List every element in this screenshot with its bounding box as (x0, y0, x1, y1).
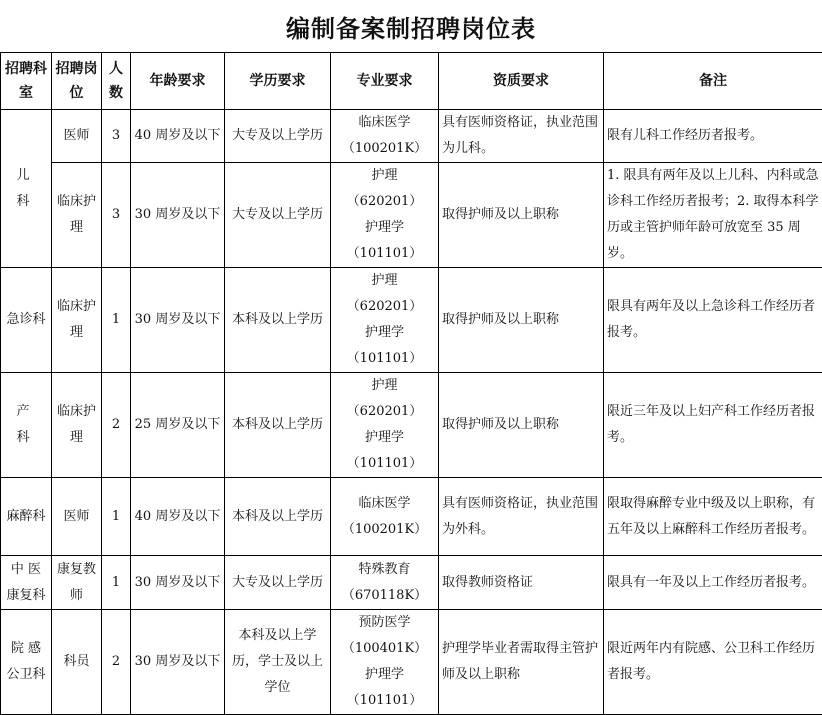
table-row (1, 478, 822, 556)
qualification-cell: 取得护师及以上职称 (439, 268, 604, 373)
major-cell (331, 268, 439, 373)
qualification-cell: 取得护师及以上职称 (439, 163, 604, 268)
major-line: （101101） (333, 346, 436, 372)
table-row (1, 110, 822, 163)
notes-cell: 限近三年及以上妇产科工作经历者报考。 (604, 373, 822, 478)
age-cell: 30 周岁及以下 (131, 163, 225, 268)
dept-cell: 产 科 (1, 373, 52, 478)
position-cell: 临床护理 (52, 373, 102, 478)
major-cell (331, 373, 439, 478)
position-cell: 医师 (52, 110, 102, 163)
major-line: 护理 (333, 373, 436, 399)
age-cell: 25 周岁及以下 (131, 373, 225, 478)
notes-cell: 限具有一年及以上工作经历者报考。 (604, 556, 822, 610)
major-line: （101101） (333, 241, 436, 267)
page-title: 编制备案制招聘岗位表 (0, 0, 822, 52)
major-line: 临床医学 (333, 110, 436, 136)
position-cell: 科员 (52, 610, 102, 715)
age-cell: 40 周岁及以下 (131, 478, 225, 556)
major-line: （100201K） (333, 136, 436, 162)
notes-cell: 限近两年内有院感、公卫科工作经历者报考。 (604, 610, 822, 715)
dept-cell: 院 感 公卫科 (1, 610, 52, 715)
age-cell: 30 周岁及以下 (131, 268, 225, 373)
age-cell: 30 周岁及以下 (131, 610, 225, 715)
count-cell: 1 (102, 478, 131, 556)
header-major: 专业要求 (331, 53, 439, 110)
notes-cell: 限具有两年及以上急诊科工作经历者报考。 (604, 268, 822, 373)
header-qualification: 资质要求 (439, 53, 604, 110)
major-line: 护理 (333, 268, 436, 294)
major-cell (331, 110, 439, 163)
major-line: 特殊教育 (333, 557, 436, 583)
notes-cell: 限取得麻醉专业中级及以上职称，有五年及以上麻醉科工作经历者报考。 (604, 478, 822, 556)
education-cell: 本科及以上学历 (225, 373, 331, 478)
major-line: 护理学 (333, 662, 436, 688)
education-cell: 本科及以上学历，学士及以上学位 (225, 610, 331, 715)
age-cell: 40 周岁及以下 (131, 110, 225, 163)
major-cell (331, 163, 439, 268)
header-notes: 备注 (604, 53, 822, 110)
table-row (1, 610, 822, 715)
major-line: （620201） (333, 189, 436, 215)
position-cell: 康复教师 (52, 556, 102, 610)
qualification-cell: 护理学毕业者需取得主管护师及以上职称 (439, 610, 604, 715)
count-cell: 2 (102, 373, 131, 478)
major-cell (331, 556, 439, 610)
major-line: 护理学 (333, 320, 436, 346)
count-cell: 1 (102, 556, 131, 610)
major-line: （670118K） (333, 583, 436, 609)
table-row (1, 373, 822, 478)
count-cell: 3 (102, 163, 131, 268)
dept-cell: 中 医 康复科 (1, 556, 52, 610)
major-line: （100401K） (333, 636, 436, 662)
position-cell: 医师 (52, 478, 102, 556)
education-cell: 本科及以上学历 (225, 268, 331, 373)
education-cell: 大专及以上学历 (225, 110, 331, 163)
count-cell: 2 (102, 610, 131, 715)
qualification-cell: 取得护师及以上职称 (439, 373, 604, 478)
major-cell (331, 478, 439, 556)
dept-cell: 急诊科 (1, 268, 52, 373)
notes-cell: 限有儿科工作经历者报考。 (604, 110, 822, 163)
header-education: 学历要求 (225, 53, 331, 110)
major-line: 护理 (333, 163, 436, 189)
header-position: 招聘岗位 (52, 53, 102, 110)
count-cell: 3 (102, 110, 131, 163)
education-cell: 大专及以上学历 (225, 163, 331, 268)
dept-cell: 儿 科 (1, 110, 52, 268)
dept-cell: 麻醉科 (1, 478, 52, 556)
education-cell: 本科及以上学历 (225, 478, 331, 556)
header-dept: 招聘科室 (1, 53, 52, 110)
table-row (1, 163, 822, 268)
position-cell: 临床护理 (52, 268, 102, 373)
major-line: 临床医学 (333, 491, 436, 517)
position-cell: 临床护理 (52, 163, 102, 268)
qualification-cell: 取得教师资格证 (439, 556, 604, 610)
qualification-cell: 具有医师资格证，执业范围为儿科。 (439, 110, 604, 163)
notes-cell: 1. 限具有两年及以上儿科、内科或急诊科工作经历者报考；2. 取得本科学历或主管护师年龄可放宽至 35 周岁。 (604, 163, 822, 268)
recruitment-table (0, 52, 822, 715)
major-line: （101101） (333, 688, 436, 714)
major-line: （620201） (333, 294, 436, 320)
header-count: 人数 (102, 53, 131, 110)
qualification-cell: 具有医师资格证，执业范围为外科。 (439, 478, 604, 556)
major-line: （100201K） (333, 517, 436, 543)
header-row (1, 53, 822, 110)
count-cell: 1 (102, 268, 131, 373)
major-line: 护理学 (333, 215, 436, 241)
age-cell: 30 周岁及以下 (131, 556, 225, 610)
major-cell (331, 610, 439, 715)
major-line: 护理学 (333, 425, 436, 451)
table-row (1, 556, 822, 610)
table-row (1, 268, 822, 373)
header-age: 年龄要求 (131, 53, 225, 110)
major-line: （620201） (333, 399, 436, 425)
major-line: （101101） (333, 451, 436, 477)
major-line: 预防医学 (333, 610, 436, 636)
education-cell: 大专及以上学历 (225, 556, 331, 610)
